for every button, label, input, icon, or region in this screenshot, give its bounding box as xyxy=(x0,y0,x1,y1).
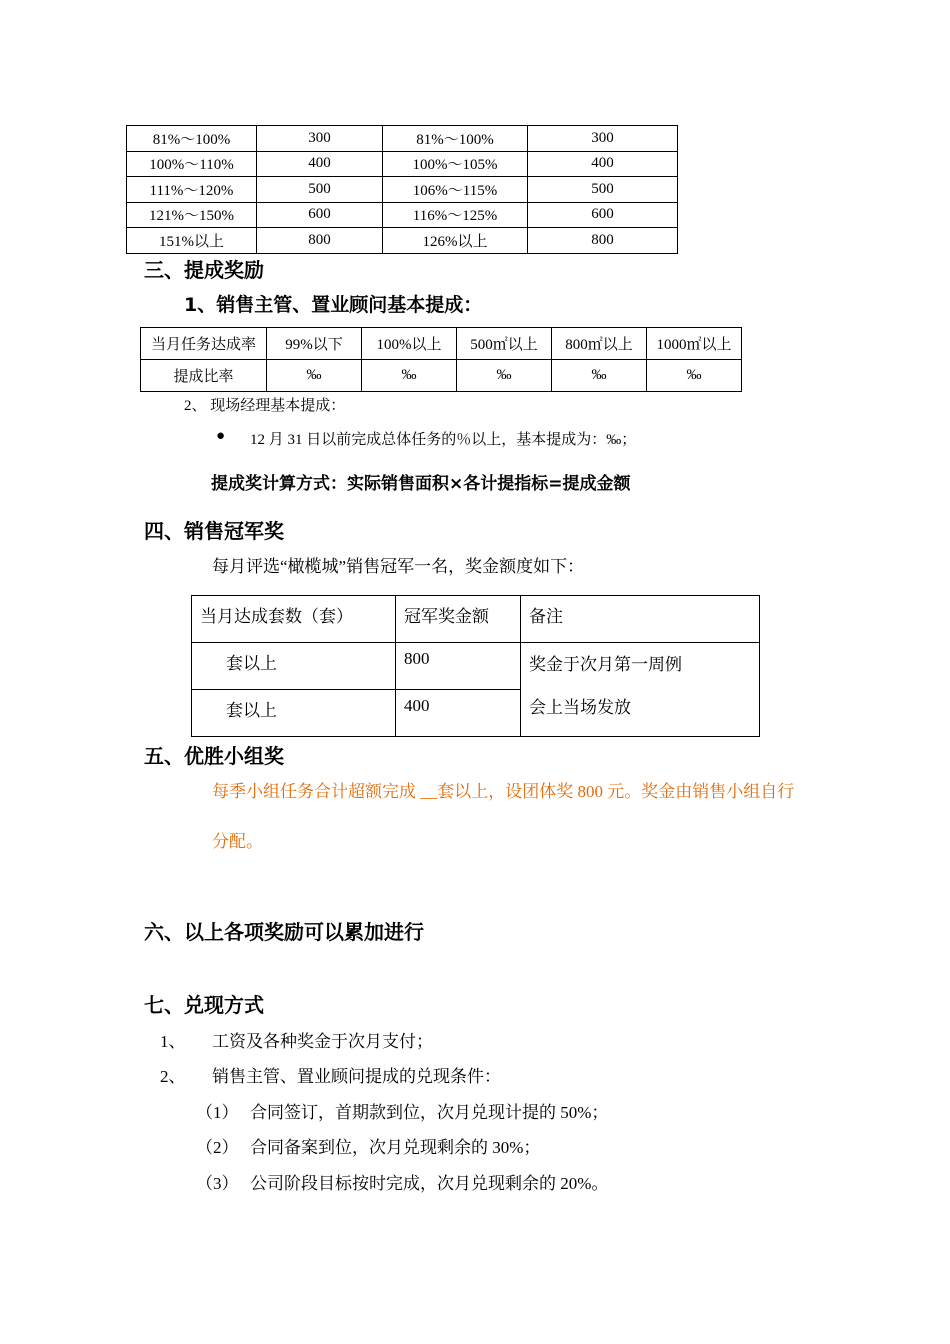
commission-cell: 提成比率 xyxy=(141,360,267,392)
rate-table-cell: 100%～105% xyxy=(383,151,528,177)
rate-table-cell: 106%～115% xyxy=(383,177,528,203)
champion-row2-amount: 400 xyxy=(396,690,521,737)
champion-row1-count: 套以上 xyxy=(192,643,396,690)
rate-table-cell: 121%～150% xyxy=(127,202,257,228)
section7-item1-text: 工资及各种奖金于次月支付； xyxy=(212,1032,433,1051)
commission-cell: ‰ xyxy=(362,360,457,392)
section7-item1-num: 1、 xyxy=(160,1032,186,1051)
rate-table-cell: 400 xyxy=(528,151,678,177)
section7-sub2-num: （2） xyxy=(196,1138,239,1157)
commission-cell: 500㎡以上 xyxy=(457,328,552,360)
commission-cell: 100%以上 xyxy=(362,328,457,360)
commission-cell: 1000㎡以上 xyxy=(647,328,742,360)
rate-table-row xyxy=(127,177,678,203)
commission-cell: ‰ xyxy=(267,360,362,392)
section7-sub1-num: （1） xyxy=(196,1103,239,1122)
bullet-symbol: ● xyxy=(216,428,226,444)
champion-header-count: 当月达成套数（套） xyxy=(192,596,396,643)
rate-table-cell: 300 xyxy=(528,126,678,152)
champion-row2-count: 套以上 xyxy=(192,690,396,737)
rate-table-cell: 300 xyxy=(257,126,383,152)
section7-sub1-text: 合同签订，首期款到位，次月兑现计提的 50%； xyxy=(250,1103,609,1122)
rate-table-cell: 500 xyxy=(528,177,678,203)
commission-cell: 当月任务达成率 xyxy=(141,328,267,360)
rate-table-cell: 100%～110% xyxy=(127,151,257,177)
rate-table-cell: 600 xyxy=(257,202,383,228)
champion-header-note: 备注 xyxy=(521,596,760,643)
section7-item2-num: 2、 xyxy=(160,1067,186,1086)
rate-table-cell: 800 xyxy=(528,228,678,254)
commission-cell: 800㎡以上 xyxy=(552,328,647,360)
section3-sub2: 2、 现场经理基本提成： xyxy=(184,398,346,414)
champion-note-line2: 会上当场发放 xyxy=(529,698,631,717)
commission-table-row xyxy=(141,360,742,392)
section3-title: 三、提成奖励 xyxy=(144,258,264,282)
commission-table-header xyxy=(141,328,742,360)
rate-table-cell: 126%以上 xyxy=(383,228,528,254)
section7-sub3-text: 公司阶段目标按时完成，次月兑现剩余的 20%。 xyxy=(250,1174,609,1193)
commission-cell: ‰ xyxy=(457,360,552,392)
section5-line1: 每季小组任务合计超额完成 __套以上，设团体奖 800 元。奖金由销售小组自行 xyxy=(212,782,795,801)
rate-table xyxy=(126,125,678,254)
rate-table-cell: 500 xyxy=(257,177,383,203)
section5-title: 五、优胜小组奖 xyxy=(144,744,284,768)
rate-table-cell: 116%～125% xyxy=(383,202,528,228)
section7-sub3-num: （3） xyxy=(196,1174,239,1193)
rate-table-cell: 81%～100% xyxy=(383,126,528,152)
champion-header-amount: 冠军奖金额 xyxy=(396,596,521,643)
champion-row1-amount: 800 xyxy=(396,643,521,690)
section3-sub1: 1、销售主管、置业顾问基本提成： xyxy=(184,294,483,316)
rate-table-cell: 400 xyxy=(257,151,383,177)
section4-intro: 每月评选“橄榄城”销售冠军一名，奖金额度如下： xyxy=(212,557,585,576)
rate-table-cell: 800 xyxy=(257,228,383,254)
formula-text: 提成奖计算方式：实际销售面积×各计提指标=提成金额 xyxy=(211,474,631,494)
champion-note-line1: 奖金于次月第一周例 xyxy=(529,655,682,674)
section5-line2: 分配。 xyxy=(212,832,263,851)
rate-table-cell: 111%～120% xyxy=(127,177,257,203)
champion-note xyxy=(521,643,760,737)
section7-sub2-text: 合同备案到位，次月兑现剩余的 30%； xyxy=(250,1138,541,1157)
commission-table xyxy=(140,327,742,392)
commission-cell: ‰ xyxy=(552,360,647,392)
rate-table-cell: 81%～100% xyxy=(127,126,257,152)
commission-cell: 99%以下 xyxy=(267,328,362,360)
rate-table-row xyxy=(127,228,678,254)
bullet-text: 12 月 31 日以前完成总体任务的％以上，基本提成为：‰； xyxy=(250,432,637,448)
rate-table-row xyxy=(127,151,678,177)
section4-title: 四、销售冠军奖 xyxy=(144,519,284,543)
rate-table-row xyxy=(127,126,678,152)
section6-title: 六、以上各项奖励可以累加进行 xyxy=(144,920,424,944)
section7-title: 七、兑现方式 xyxy=(144,993,264,1017)
rate-table-row xyxy=(127,202,678,228)
champion-table xyxy=(191,595,760,737)
rate-table-cell: 151%以上 xyxy=(127,228,257,254)
rate-table-cell: 600 xyxy=(528,202,678,228)
commission-cell: ‰ xyxy=(647,360,742,392)
section7-item2-text: 销售主管、置业顾问提成的兑现条件： xyxy=(212,1067,501,1086)
